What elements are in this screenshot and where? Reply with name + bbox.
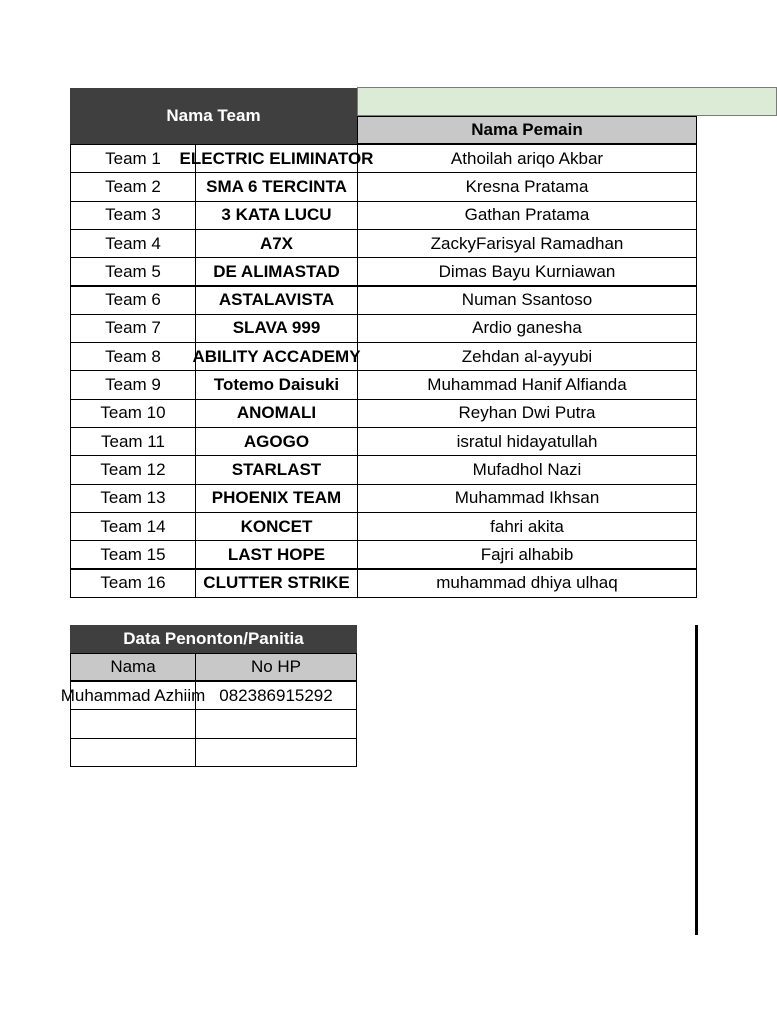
green-header-bar xyxy=(357,87,777,116)
team-number: Team 14 xyxy=(70,512,196,541)
vertical-divider xyxy=(695,625,698,935)
player-name: Reyhan Dwi Putra xyxy=(357,399,697,428)
team-name: ABILITY ACCADEMY xyxy=(195,342,358,371)
team-name: ASTALAVISTA xyxy=(195,286,358,315)
player-name: fahri akita xyxy=(357,512,697,541)
player-name: isratul hidayatullah xyxy=(357,427,697,456)
team-number: Team 12 xyxy=(70,455,196,484)
team-number: Team 3 xyxy=(70,201,196,230)
team-name: Totemo Daisuki xyxy=(195,370,358,399)
team-name: KONCET xyxy=(195,512,358,541)
team-name: SLAVA 999 xyxy=(195,314,358,343)
team-number: Team 11 xyxy=(70,427,196,456)
team-name: ELECTRIC ELIMINATOR xyxy=(195,144,358,173)
viewers-table-title: Data Penonton/Panitia xyxy=(70,625,357,653)
viewer-name: Muhammad Azhiim xyxy=(70,681,196,710)
team-name: A7X xyxy=(195,229,358,258)
viewer-phone: 082386915292 xyxy=(195,681,357,710)
player-name: muhammad dhiya ulhaq xyxy=(357,569,697,598)
header-nama-team: Nama Team xyxy=(70,88,357,144)
team-name: PHOENIX TEAM xyxy=(195,484,358,513)
player-name: Numan Ssantoso xyxy=(357,286,697,315)
team-name: ANOMALI xyxy=(195,399,358,428)
player-name: Zehdan al-ayyubi xyxy=(357,342,697,371)
player-name: Ardio ganesha xyxy=(357,314,697,343)
team-name: LAST HOPE xyxy=(195,540,358,569)
player-name: Kresna Pratama xyxy=(357,172,697,201)
player-name: ZackyFarisyal Ramadhan xyxy=(357,229,697,258)
player-name: Muhammad Hanif Alfianda xyxy=(357,370,697,399)
viewer-phone xyxy=(195,738,357,767)
team-number: Team 9 xyxy=(70,370,196,399)
team-name: CLUTTER STRIKE xyxy=(195,569,358,598)
team-number: Team 10 xyxy=(70,399,196,428)
viewer-name xyxy=(70,738,196,767)
team-number: Team 15 xyxy=(70,540,196,569)
team-number: Team 6 xyxy=(70,286,196,315)
team-number: Team 13 xyxy=(70,484,196,513)
team-number: Team 16 xyxy=(70,569,196,598)
team-number: Team 5 xyxy=(70,257,196,286)
viewers-col-phone: No HP xyxy=(195,653,357,681)
viewer-name xyxy=(70,709,196,738)
player-name: Athoilah ariqo Akbar xyxy=(357,144,697,173)
player-name: Muhammad Ikhsan xyxy=(357,484,697,513)
viewer-phone xyxy=(195,709,357,738)
player-name: Mufadhol Nazi xyxy=(357,455,697,484)
team-name: SMA 6 TERCINTA xyxy=(195,172,358,201)
player-name: Fajri alhabib xyxy=(357,540,697,569)
viewers-col-nama: Nama xyxy=(70,653,196,681)
team-name: AGOGO xyxy=(195,427,358,456)
team-name: DE ALIMASTAD xyxy=(195,257,358,286)
team-number: Team 2 xyxy=(70,172,196,201)
team-name: STARLAST xyxy=(195,455,358,484)
player-name: Gathan Pratama xyxy=(357,201,697,230)
player-name: Dimas Bayu Kurniawan xyxy=(357,257,697,286)
header-nama-pemain: Nama Pemain xyxy=(357,116,697,144)
team-number: Team 4 xyxy=(70,229,196,258)
team-number: Team 1 xyxy=(70,144,196,173)
team-number: Team 8 xyxy=(70,342,196,371)
team-number: Team 7 xyxy=(70,314,196,343)
team-name: 3 KATA LUCU xyxy=(195,201,358,230)
